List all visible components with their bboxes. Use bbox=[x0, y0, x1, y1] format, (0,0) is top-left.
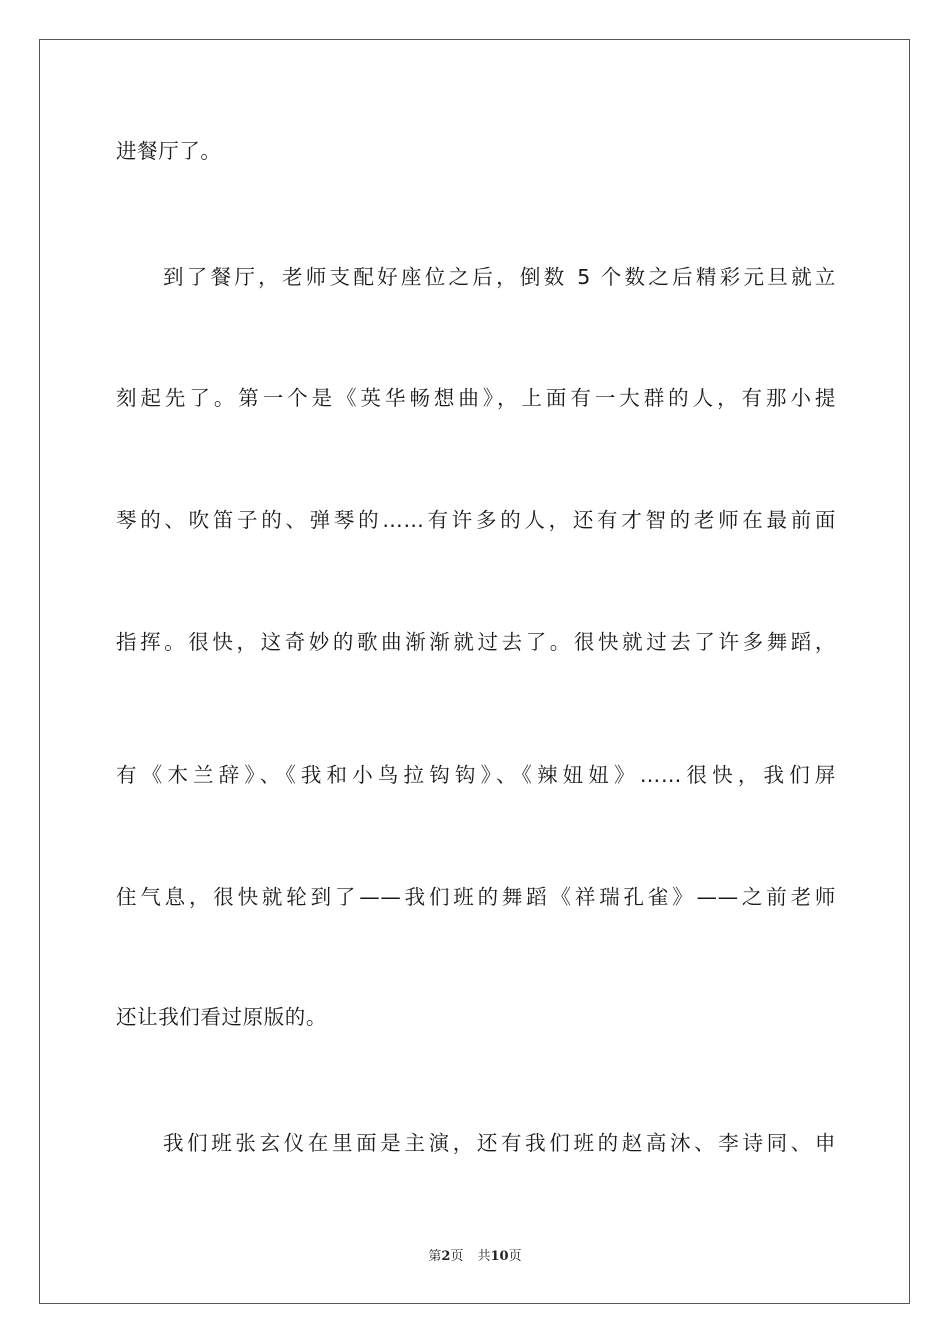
page-footer bbox=[0, 1248, 950, 1266]
text-line-9: 我们班张玄仪在里面是主演，还有我们班的赵高沐、李诗同、申 bbox=[163, 1131, 836, 1155]
footer-total-number: 10 bbox=[490, 1249, 509, 1264]
text-line-1: 进餐厅了。 bbox=[116, 139, 222, 163]
footer-page-number: 2 bbox=[441, 1249, 451, 1264]
footer-total-suffix: 页 bbox=[508, 1249, 522, 1264]
text-line-6: 有《木兰辞》、《我和小鸟拉钩钩》、《辣妞妞》……很快，我们屏 bbox=[116, 763, 836, 787]
text-line-7: 住气息，很快就轮到了——我们班的舞蹈《祥瑞孔雀》——之前老师 bbox=[116, 885, 836, 909]
footer-page-suffix: 页 bbox=[450, 1249, 464, 1264]
text-line-3: 刻起先了。第一个是《英华畅想曲》，上面有一大群的人，有那小提 bbox=[116, 386, 836, 410]
footer-total-prefix: 共 bbox=[477, 1249, 491, 1264]
text-line-5: 指挥。很快，这奇妙的歌曲渐渐就过去了。很快就过去了许多舞蹈， bbox=[116, 630, 836, 654]
text-line-4: 琴的、吹笛子的、弹琴的……有许多的人，还有才智的老师在最前面 bbox=[116, 508, 836, 532]
page-border bbox=[39, 39, 910, 1304]
footer-page-prefix: 第 bbox=[428, 1249, 442, 1264]
text-line-2: 到了餐厅，老师支配好座位之后，倒数 5 个数之后精彩元旦就立 bbox=[163, 265, 836, 289]
text-line-8: 还让我们看过原版的。 bbox=[116, 1005, 327, 1029]
